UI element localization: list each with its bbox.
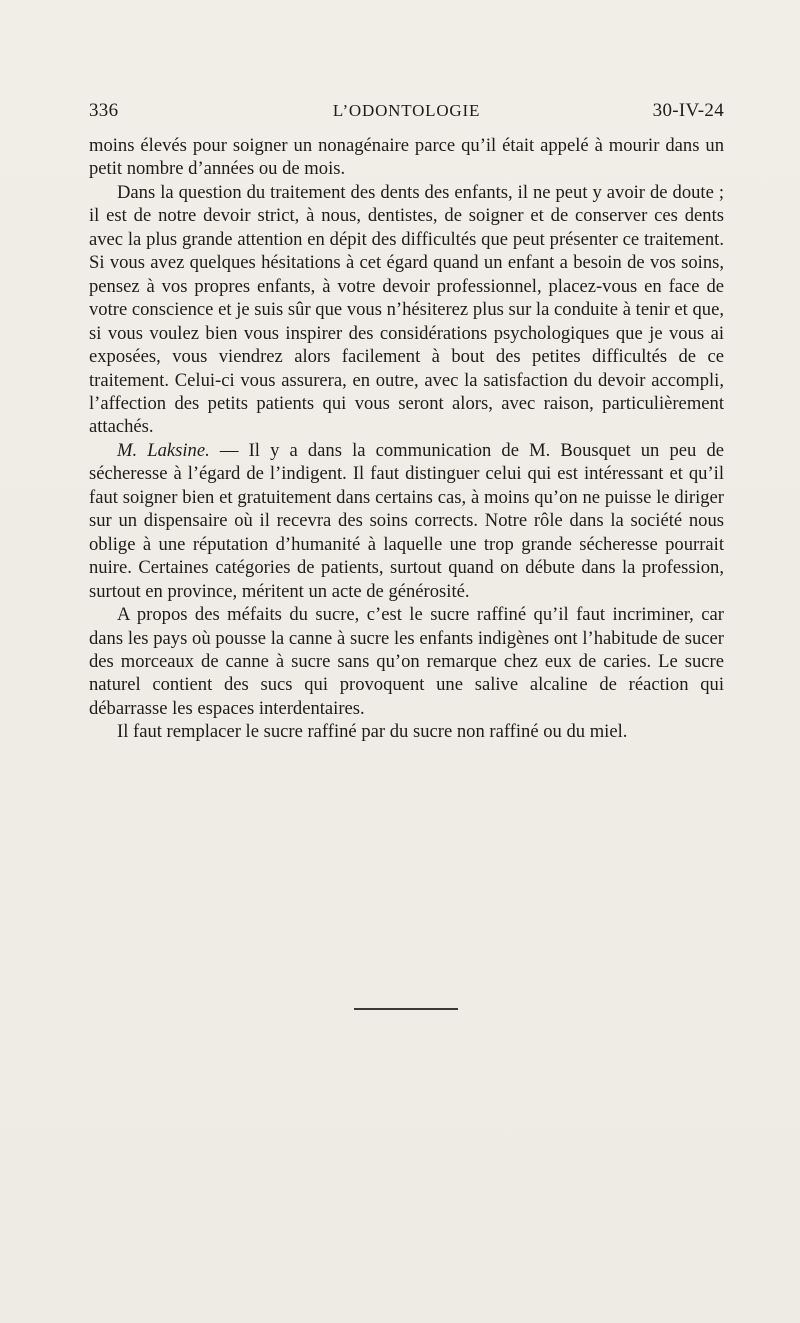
running-title: L’ODONTOLOGIE <box>332 101 481 120</box>
paragraph-laksine-remarks <box>89 439 724 603</box>
issue-date: 30-IV-24 <box>652 100 724 121</box>
paragraph-conclusion: Il faut remplacer le sucre raffiné par du sucre non raffiné ou du miel. <box>117 721 628 743</box>
article-body <box>89 134 724 744</box>
section-end-rule <box>354 1008 458 1010</box>
speaker-remarks: — Il y a dans la communication de M. Bousquet un peu de sécheresse à l’égard de l’indigent. Il faut distinguer celui qui est intéressant et qu’il faut soigner bien et gratuitement dans certains cas, à moins qu’on ne puisse le diriger sur un dispensaire où il recevra des soins corrects. Notre rôle dans la société nous oblige à une réputation d’humanité à laquelle une trop grande sécheresse pourrait nuire. Certaines catégories de patients, surtout quand on débute dans la profession, surtout en province, méritent un acte de générosité. <box>89 439 724 602</box>
paragraph-continuation: moins élevés pour soigner un nonagénaire parce qu’il était appelé à mourir dans un petit nombre d’années ou de mois. <box>89 135 724 180</box>
speaker-name: M. Laksine. <box>117 439 210 461</box>
paragraph-children-treatment: Dans la question du traitement des dents des enfants, il ne peut y avoir de doute ; il est de notre devoir strict, à nous, dentistes, de soigner et de conserver ces dents avec la plus grande attention en dépit des difficultés que peut présenter ce traitement. Si vous avez quelques hésitations à cet égard quand un enfant a besoin de vos soins, pensez à vos propres enfants, à votre devoir professionnel, placez-vous en face de votre conscience et je suis sûr que vous n’hésiterez plus sur la conduite à tenir et que, si vous voulez bien vous inspirer des considérations psychologiques que je vous ai exposées, vous viendrez alors facilement à bout des petites difficultés de ce traitement. Celui-ci vous assurera, en outre, avec la satisfaction du devoir accompli, l’affection des petits patients qui vous seront alors, avec raison, particulièrement attachés. <box>89 181 724 438</box>
page-header <box>89 100 724 130</box>
page-number: 336 <box>89 100 119 121</box>
paragraph-sugar: A propos des méfaits du sucre, c’est le sucre raffiné qu’il faut incriminer, car dans les pays où pousse la canne à sucre les enfants indigènes ont l’habitude de sucer des morceaux de canne à sucre sans qu’on remarque chez eux de caries. Le sucre naturel contient des sucs qui provoquent une salive alcaline de réaction qui débarrasse les espaces interdentaires. <box>89 604 724 719</box>
